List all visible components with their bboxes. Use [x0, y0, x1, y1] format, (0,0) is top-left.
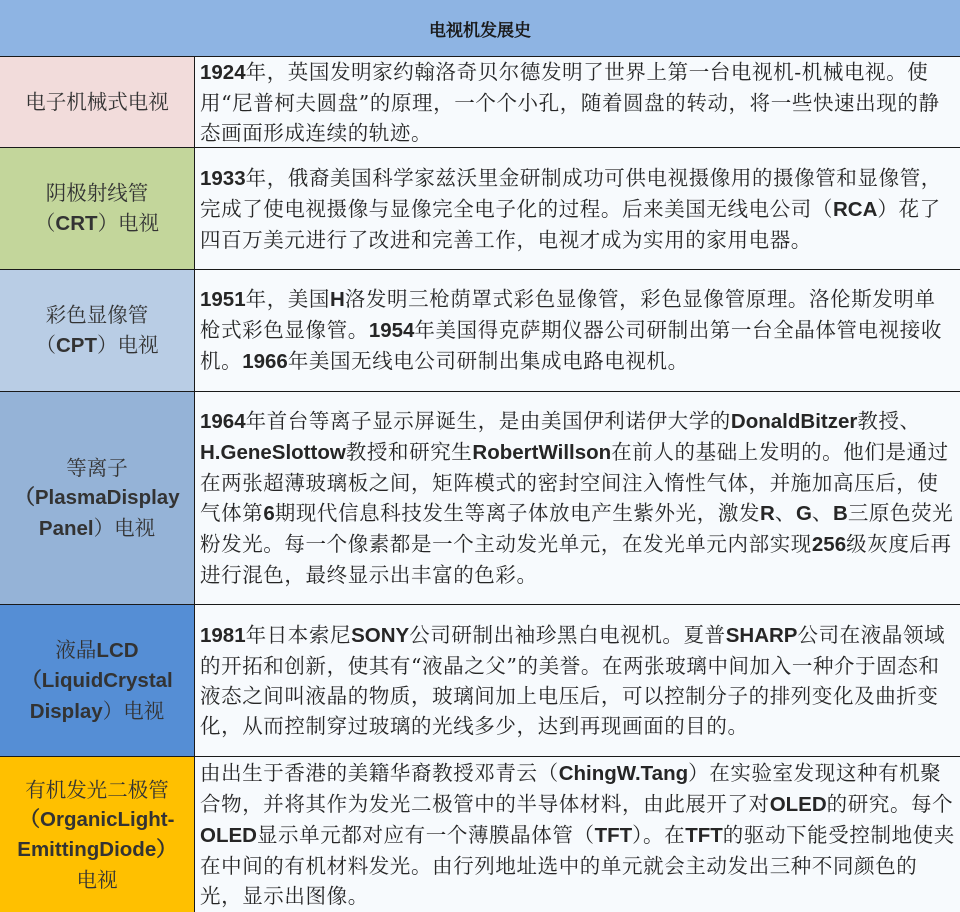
- table-row-oled: [0, 757, 960, 912]
- table-row-cpt: [0, 270, 960, 392]
- row-label: 液晶LCD （LiquidCrystal Display）电视: [0, 605, 195, 756]
- row-label: 等离子 （PlasmaDisplay Panel）电视: [0, 392, 195, 604]
- table-title: 电视机发展史: [0, 0, 960, 57]
- row-label: 彩色显像管 （CPT）电视: [0, 270, 195, 391]
- row-description: 1951年，美国H洛发明三枪荫罩式彩色显像管，彩色显像管原理。洛伦斯发明单枪式彩色显像管。1954年美国得克萨期仪器公司研制出第一台全晶体管电视接收机。1966年美国无线电公司研制出集成电路电视机。: [195, 270, 960, 391]
- table-row-lcd: [0, 605, 960, 757]
- table-row-crt: [0, 148, 960, 270]
- table-row-electromechanical: [0, 57, 960, 148]
- row-label: 有机发光二极管 （OrganicLight- EmittingDiode） 电视: [0, 757, 195, 912]
- row-description: 1924年，英国发明家约翰洛奇贝尔德发明了世界上第一台电视机-机械电视。使用“尼普柯夫圆盘”的原理，一个个小孔，随着圆盘的转动，将一些快速出现的静态画面形成连续的轨迹。: [195, 57, 960, 147]
- row-label: 电子机械式电视: [0, 57, 195, 147]
- row-description: 1981年日本索尼SONY公司研制出袖珍黑白电视机。夏普SHARP公司在液晶领域的开拓和创新，使其有“液晶之父”的美誉。在两张玻璃中间加入一种介于固态和液态之间叫液晶的物质，玻璃间加上电压后，可以控制分子的排列变化及曲折变化，从而控制穿过玻璃的光线多少，达到再现画面的目的。: [195, 605, 960, 756]
- row-description: 1964年首台等离子显示屏诞生，是由美国伊利诺伊大学的DonaldBitzer教授、H.GeneSlottow教授和研究生RobertWillson在前人的基础上发明的。他们是通过在两张超薄玻璃板之间，矩阵模式的密封空间注入惰性气体，并施加高压后，使气体第6期现代信息科技发生等离子体放电产生紫外光，激发R、G、B三原色荧光粉发光。每一个像素都是一个主动发光单元，在发光单元内部实现256级灰度后再进行混色，最终显示出丰富的色彩。: [195, 392, 960, 604]
- row-description: 1933年，俄裔美国科学家兹沃里金研制成功可供电视摄像用的摄像管和显像管，完成了使电视摄像与显像完全电子化的过程。后来美国无线电公司（RCA）花了四百万美元进行了改进和完善工作，电视才成为实用的家用电器。: [195, 148, 960, 269]
- table-row-plasma: [0, 392, 960, 605]
- row-description: 由出生于香港的美籍华裔教授邓青云（ChingW.Tang）在实验室发现这种有机聚合物，并将其作为发光二极管中的半导体材料，由此展开了对OLED的研究。每个OLED显示单元都对应有一个薄膜晶体管（TFT）。在TFT的驱动下能受控制地使夹在中间的有机材料发光。由行列地址选中的单元就会主动发出三种不同颜色的光，显示出图像。: [195, 757, 960, 912]
- row-label: 阴极射线管 （CRT）电视: [0, 148, 195, 269]
